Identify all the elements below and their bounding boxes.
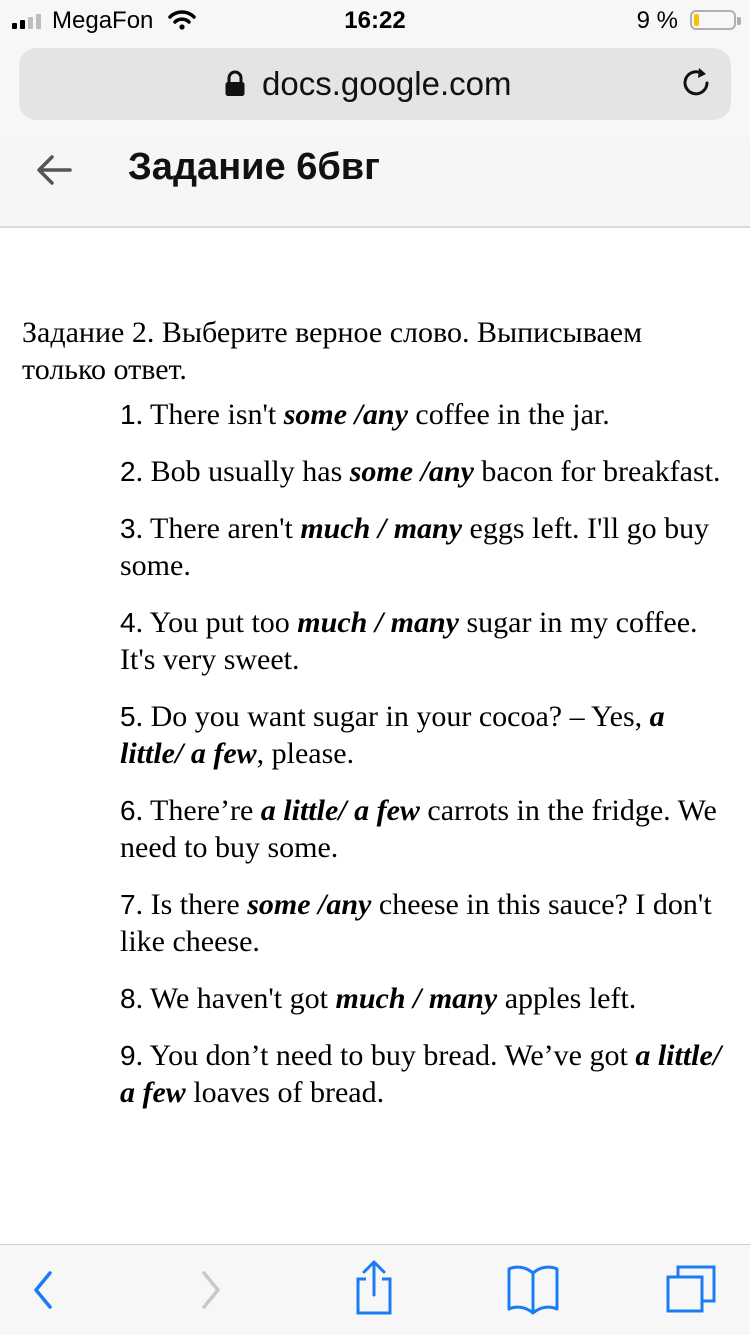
answer-choice: a little/ a few: [260, 794, 420, 827]
answer-choice: some /any: [349, 455, 474, 488]
url-text[interactable]: docs.google.com: [262, 65, 512, 102]
lock-icon: [224, 70, 246, 103]
exercise-item: 9. You don’t need to buy bread. We’ve got a little/ a few loaves of bread.: [120, 1039, 722, 1109]
tabs-icon[interactable]: [664, 1263, 720, 1320]
exercise-item: 1. There isn't some /any coffee in the jar.: [120, 398, 610, 431]
back-arrow-icon[interactable]: [34, 150, 74, 195]
browser-address-area: [0, 40, 750, 140]
answer-choice: much / many: [300, 512, 463, 545]
carrier-name: MegaFon: [52, 7, 154, 34]
document-content: [0, 228, 750, 1244]
document-header: [0, 140, 750, 228]
exercise-item: 7. Is there some /any cheese in this sauce? I don't like cheese.: [120, 888, 712, 958]
bookmarks-icon[interactable]: [505, 1263, 561, 1320]
document-title: Задание 6бвг: [128, 146, 380, 188]
battery-percent: 9 %: [636, 7, 678, 34]
status-bar: [0, 0, 750, 40]
task-instruction: Задание 2. Выберите верное слово. Выписываем только ответ.: [22, 316, 643, 386]
forward-icon[interactable]: [196, 1265, 226, 1320]
exercise-item: 2. Bob usually has some /any bacon for breakfast.: [120, 455, 721, 488]
exercise-item: 3. There aren't much / many eggs left. I'll go buy some.: [120, 512, 710, 582]
answer-choice: a little/ a few: [120, 1039, 722, 1109]
address-bar[interactable]: [19, 48, 731, 120]
answer-choice: some /any: [247, 888, 372, 921]
answer-choice: much / many: [335, 982, 498, 1015]
answer-choice: much / many: [297, 606, 459, 639]
exercise-item: 5. Do you want sugar in your cocoa? – Yes, a little/ a few, please.: [120, 700, 665, 770]
exercise-list: [120, 396, 732, 1131]
exercise-item: 6. There’re a little/ a few carrots in the fridge. We need to buy some.: [120, 794, 717, 864]
clock-time: 16:22: [344, 7, 406, 34]
battery-icon: [690, 10, 736, 30]
back-icon[interactable]: [28, 1265, 58, 1320]
share-icon[interactable]: [350, 1259, 398, 1322]
browser-toolbar: [0, 1244, 750, 1335]
answer-choice: a little/ a few: [120, 700, 665, 770]
exercise-item: 4. You put too much / many sugar in my coffee. It's very sweet.: [120, 606, 698, 676]
answer-choice: some /any: [283, 398, 408, 431]
reload-icon[interactable]: [679, 66, 713, 105]
exercise-item: 8. We haven't got much / many apples left.: [120, 982, 637, 1015]
